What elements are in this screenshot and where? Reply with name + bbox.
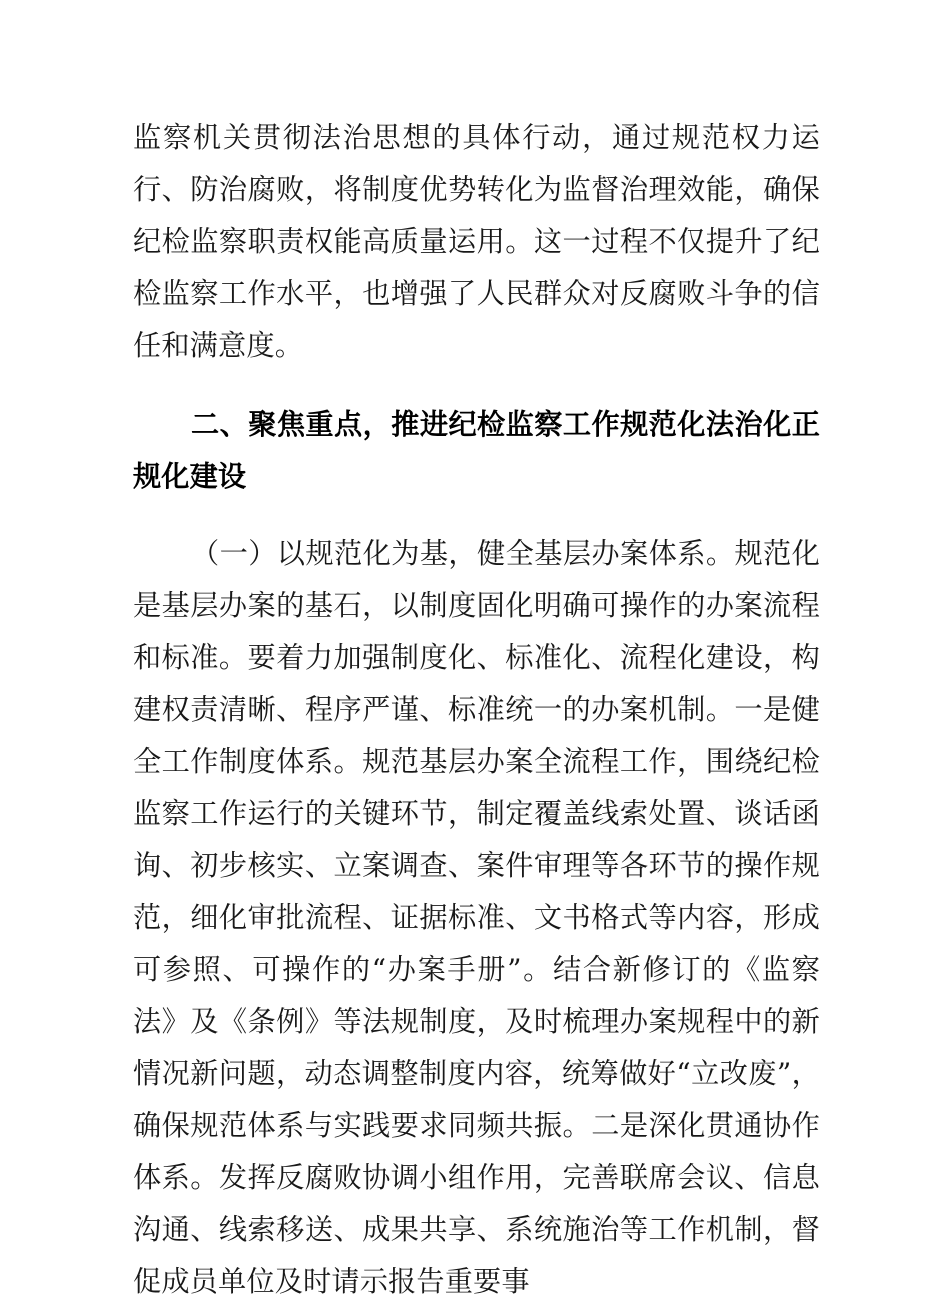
- paragraph-subsection-one: （一）以规范化为基，健全基层办案体系。规范化是基层办案的基石，以制度固化明确可操作的办案流程和标准。要着力加强制度化、标准化、流程化建设，构建权责清晰、程序严谨、标准统一的办案机制。一是健全工作制度体系。规范基层办案全流程工作，围绕纪检监察工作运行的关键环节，制定覆盖线索处置、谈话函询、初步核实、立案调查、案件审理等各环节的操作规范，细化审批流程、证据标准、文书格式等内容，形成可参照、可操作的“办案手册”。结合新修订的《监察法》及《条例》等法规制度，及时梳理办案规程中的新情况新问题，动态调整制度内容，统筹做好“立改废”，确保规范体系与实践要求同频共振。二是深化贯通协作体系。发挥反腐败协调小组作用，完善联席会议、信息沟通、线索移送、成果共享、系统施治等工作机制，督促成员单位及时请示报告重要事: [133, 537, 820, 1298]
- heading-spacer-below: [133, 502, 820, 528]
- heading-spacer-above: [133, 372, 820, 398]
- section-heading-two: 二、聚焦重点，推进纪检监察工作规范化法治化正规化建设: [133, 408, 820, 492]
- paragraph-continuation: 监察机关贯彻法治思想的具体行动，通过规范权力运行、防治腐败，将制度优势转化为监督治理效能，确保纪检监察职责权能高质量运用。这一过程不仅提升了纪检监察工作水平，也增强了人民群众对反腐败斗争的信任和满意度。: [133, 121, 820, 362]
- document-body: [133, 112, 820, 1308]
